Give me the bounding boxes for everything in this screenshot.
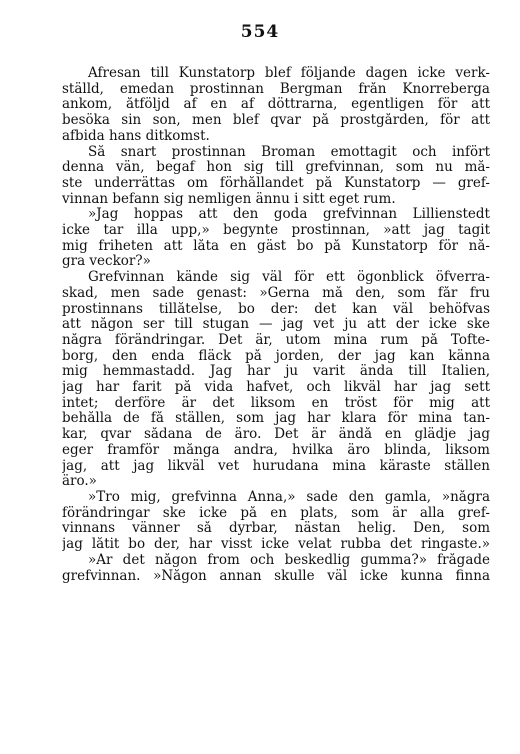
text-line: borg, den enda fläck på jorden, der jag kan känna [62,348,490,364]
paragraph-5 [62,490,490,553]
text-line: prostinnans tillåtelse, bo der: det kan väl behöfvas [62,301,490,317]
text-line: eger framför många andra, hvilka äro blinda, liksom [62,442,490,458]
text-line: mig hemmastadd. Jag har ju varit ända till Italien, [62,364,490,380]
text-line: att någon ser till stugan — jag vet ju att der icke ske [62,317,490,333]
text-line: skad, men sade genast: »Gerna må den, som får fru [62,285,490,301]
text-line: jag låtit bo der, har visst icke velat rubba det ringaste.» [62,537,490,553]
paragraph-6 [62,553,490,584]
text-line: ankom, åtföljd af en af döttrarna, egentligen för att [62,97,490,113]
text-line: ste underrättas om förhållandet på Kunstatorp — gref- [62,175,490,191]
text-line: Afresan till Kunstatorp blef följande dagen icke verk- [88,66,490,81]
text-line: jag har farit på vida hafvet, och likväl har jag sett [62,380,490,396]
text-line: några förändringar. Det är, utom mina rum på Tofte- [62,332,490,348]
paragraph-3 [62,207,490,270]
text-line: gra veckor?» [62,254,151,270]
page-number: 554 [240,22,280,42]
text-line: förändringar ske icke på en plats, som är alla gref- [62,505,490,521]
text-line: »Tro mig, grefvinna Anna,» sade den gamla, »några [88,489,490,505]
text-line: intet; derföre är det liksom en tröst för mig att [62,395,490,411]
text-line: grefvinnan. »Någon annan skulle väl icke kunna finna [62,568,490,584]
text-line: vinnans vänner så dyrbar, nästan helig. Den, som [62,521,490,537]
text-line: vinnan befann sig nemligen ännu i sitt eget rum. [62,191,396,207]
paragraph-2 [62,145,490,208]
text-line: ställd, emedan prostinnan Bergman från Knorreberga [62,81,490,97]
text-line: »Jag hoppas att den goda grefvinnan Lillienstedt [88,207,490,223]
text-line: besöka sin son, men blef qvar på prostgården, för att [62,113,490,129]
text-line: denna vän, begaf hon sig till grefvinnan, som nu må- [62,160,490,176]
text-line: afbida hans ditkomst. [62,128,210,144]
paragraph-1 [62,66,490,145]
text-line: kar, qvar sådana de äro. Det är ändå en glädje jag [62,427,490,443]
text-line: Grefvinnan kände sig väl för ett ögonblick öfverra- [88,270,490,286]
text-line: jag, att jag likväl vet hurudana mina käraste ställen [62,458,490,474]
paragraph-4 [62,270,490,490]
text-line: »Är det någon from och beskedlig gumma?» frågade [88,552,490,568]
text-line: mig friheten att låta en gäst bo på Kunstatorp för nå- [62,238,490,254]
body-text [62,66,490,584]
text-line: Så snart prostinnan Broman emottagit och infört [88,144,490,160]
text-line: behålla de få ställen, som jag har klara för mina tan- [62,411,490,427]
text-line: icke tar illa upp,» begynte prostinnan, »att jag tagit [62,223,490,239]
text-line: äro.» [62,474,97,490]
